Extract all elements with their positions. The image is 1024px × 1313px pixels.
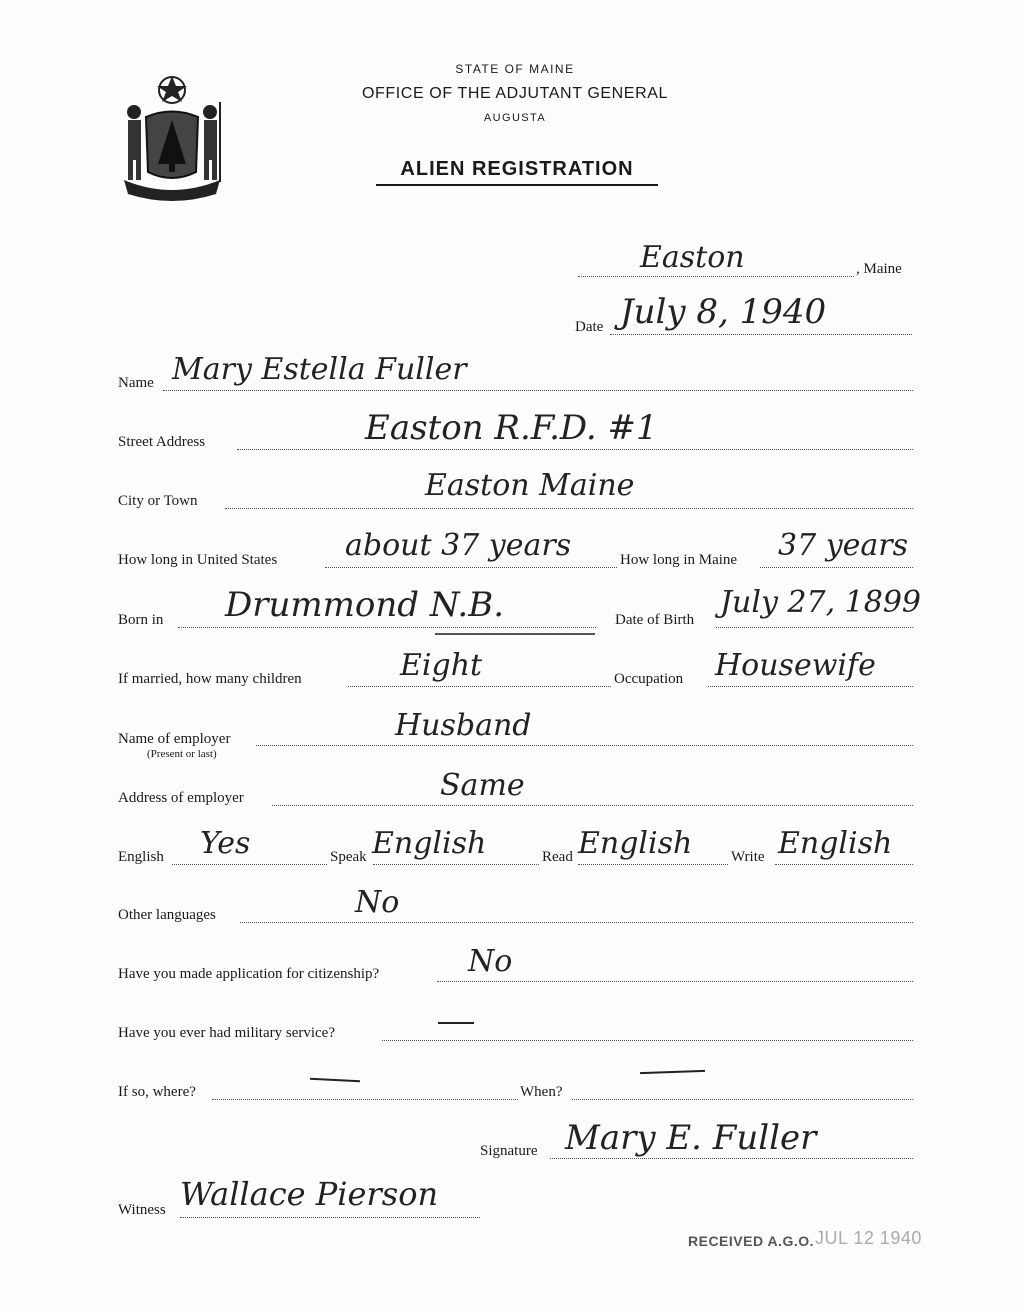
maine-years-value: 37 years (778, 528, 909, 563)
signature-value: Mary E. Fuller (565, 1118, 817, 1158)
city-label: City or Town (118, 493, 198, 509)
citizenship-line (437, 981, 913, 982)
employer-sublabel: (Present or last) (147, 748, 217, 760)
location-line (578, 276, 854, 277)
born-label: Born in (118, 612, 164, 628)
maine-years-line (760, 567, 913, 568)
state-seal-icon (116, 72, 228, 202)
employer-value: Husband (395, 708, 532, 743)
city-value: Easton Maine (425, 468, 635, 503)
employer-address-value: Same (440, 768, 525, 803)
dob-line (716, 627, 913, 628)
occupation-value: Housewife (715, 648, 876, 683)
form-title: ALIEN REGISTRATION (376, 158, 658, 186)
read-line (578, 864, 728, 865)
when-dash (640, 1070, 705, 1074)
born-line (178, 627, 596, 628)
city-line (225, 508, 913, 509)
office-heading: OFFICE OF THE ADJUTANT GENERAL (361, 85, 669, 102)
employer-address-line (272, 805, 913, 806)
signature-line (550, 1158, 913, 1159)
received-stamp: RECEIVED A.G.O. (688, 1233, 815, 1249)
street-value: Easton R.F.D. #1 (365, 408, 658, 448)
witness-label: Witness (118, 1202, 166, 1218)
military-label: Have you ever had military service? (118, 1025, 335, 1041)
employer-label: Name of employer (118, 731, 231, 747)
name-value: Mary Estella Fuller (172, 352, 467, 387)
other-languages-line (240, 922, 913, 923)
employer-address-label: Address of employer (118, 790, 244, 806)
name-line (163, 390, 913, 391)
other-languages-value: No (355, 885, 400, 920)
citizenship-value: No (468, 944, 513, 979)
speak-value: English (372, 826, 487, 861)
where-label: If so, where? (118, 1084, 196, 1100)
other-languages-label: Other languages (118, 907, 216, 923)
where-line (212, 1099, 518, 1100)
location-value: Easton (640, 240, 745, 275)
us-years-line (325, 567, 617, 568)
us-years-label: How long in United States (118, 552, 278, 568)
state-heading: STATE OF MAINE (455, 62, 575, 76)
seal-label: MAINE (155, 180, 189, 190)
date-value: July 8, 1940 (620, 292, 827, 332)
received-stamp-date: JUL 12 1940 (815, 1228, 922, 1248)
english-value: Yes (200, 826, 251, 861)
military-line (382, 1040, 913, 1041)
where-dash (310, 1078, 360, 1083)
maine-suffix: , Maine (856, 261, 902, 277)
english-label: English (118, 849, 164, 865)
military-dash (438, 1022, 474, 1024)
read-label: Read (542, 849, 573, 865)
born-value: Drummond N.B. (225, 585, 505, 625)
english-line (172, 864, 327, 865)
date-line (610, 334, 912, 335)
witness-line (180, 1217, 480, 1218)
when-line (572, 1099, 913, 1100)
children-value: Eight (400, 648, 483, 683)
write-label: Write (731, 849, 765, 865)
occupation-line (708, 686, 913, 687)
street-line (237, 449, 913, 450)
city-heading: AUGUSTA (483, 112, 547, 124)
maine-years-label: How long in Maine (620, 552, 738, 568)
dob-label: Date of Birth (615, 612, 695, 628)
street-label: Street Address (118, 434, 206, 450)
read-value: English (578, 826, 693, 861)
when-label: When? (520, 1084, 563, 1100)
occupation-label: Occupation (614, 671, 684, 687)
dob-value: July 27, 1899 (720, 585, 922, 620)
citizenship-label: Have you made application for citizenship? (118, 966, 380, 982)
speak-line (373, 864, 539, 865)
witness-value: Wallace Pierson (180, 1175, 439, 1213)
children-label: If married, how many children (118, 671, 302, 687)
employer-line (256, 745, 913, 746)
born-underline (435, 633, 595, 635)
us-years-value: about 37 years (345, 528, 572, 563)
speak-label: Speak (330, 849, 367, 865)
date-label: Date (575, 319, 604, 335)
write-line (775, 864, 913, 865)
name-label: Name (118, 375, 154, 391)
children-line (348, 686, 611, 687)
write-value: English (778, 826, 893, 861)
signature-label: Signature (480, 1143, 538, 1159)
